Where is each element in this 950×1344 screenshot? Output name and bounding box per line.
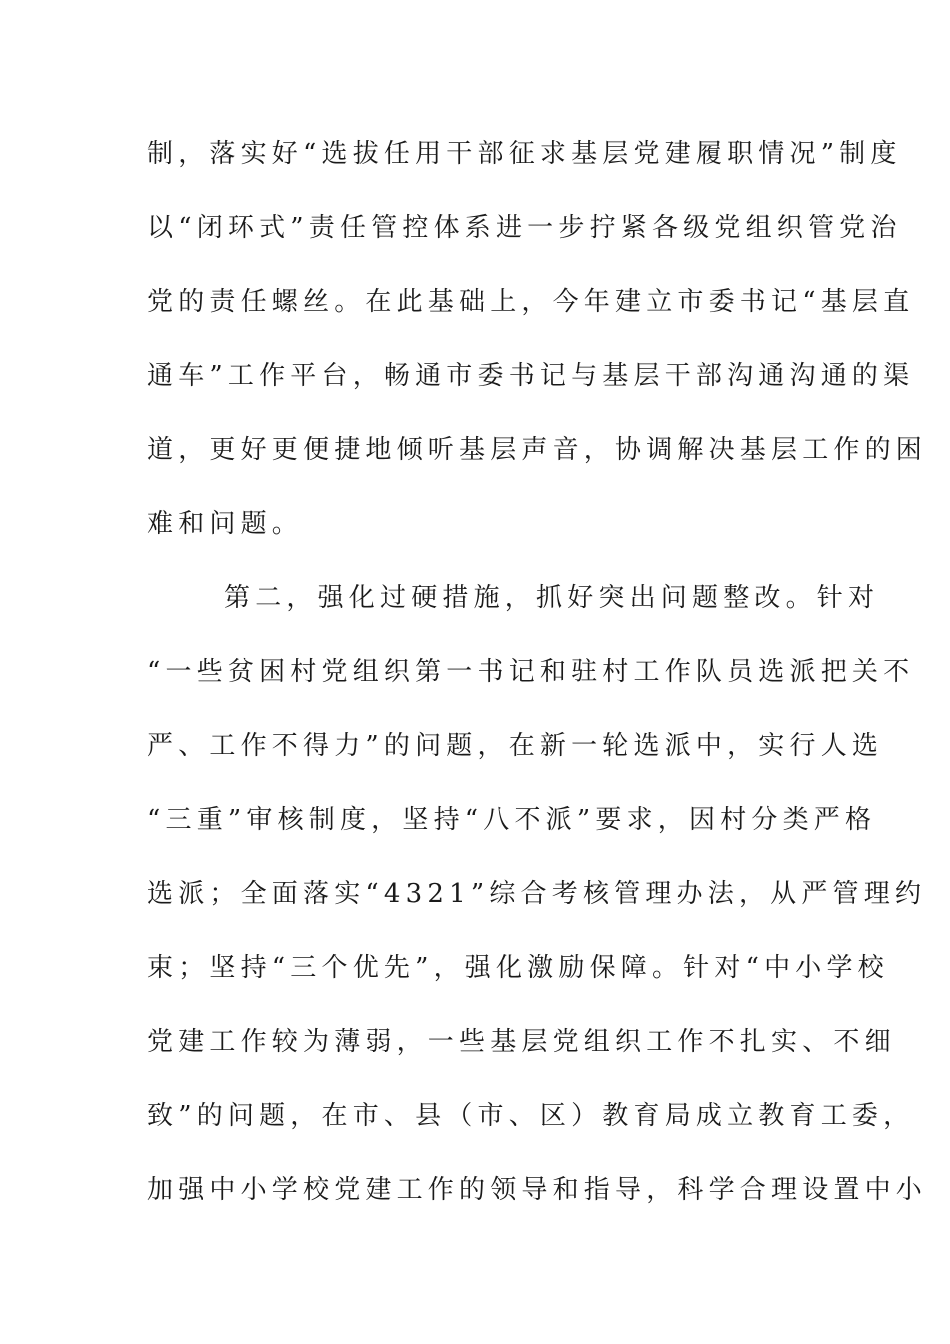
text-line: 以“闭环式”责任管控体系进一步拧紧各级党组织管党治: [147, 213, 902, 243]
text-line: 加强中小学校党建工作的领导和指导，科学合理设置中小: [147, 1175, 928, 1205]
text-line: 党的责任螺丝。在此基础上，今年建立市委书记“基层直: [147, 287, 915, 317]
text-line: 选派；全面落实“4321”综合考核管理办法，从严管理约: [147, 879, 927, 909]
text-line: 致”的问题，在市、县（市、区）教育局成立教育工委，: [147, 1101, 915, 1131]
text-line: “一些贫困村党组织第一书记和驻村工作队员选派把关不: [147, 657, 915, 687]
body-text: [147, 124, 928, 1234]
paragraph-start-line: 第二，强化过硬措施，抓好突出问题整改。针对: [224, 583, 880, 613]
text-line: 通车”工作平台，畅通市委书记与基层干部沟通沟通的渠: [147, 361, 915, 391]
text-line: 道，更好更便捷地倾听基层声音，协调解决基层工作的困: [147, 435, 928, 465]
text-line: 制，落实好“选拔任用干部征求基层党建履职情况”制度: [147, 139, 902, 169]
text-line: 严、工作不得力”的问题，在新一轮选派中，实行人选: [147, 731, 884, 761]
text-line: 束；坚持“三个优先”，强化激励保障。针对“中小学校: [147, 953, 889, 983]
text-line: 党建工作较为薄弱，一些基层党组织工作不扎实、不细: [147, 1027, 896, 1057]
text-line: “三重”审核制度，坚持“八不派”要求，因村分类严格: [147, 805, 877, 835]
text-line: 难和问题。: [147, 509, 304, 539]
